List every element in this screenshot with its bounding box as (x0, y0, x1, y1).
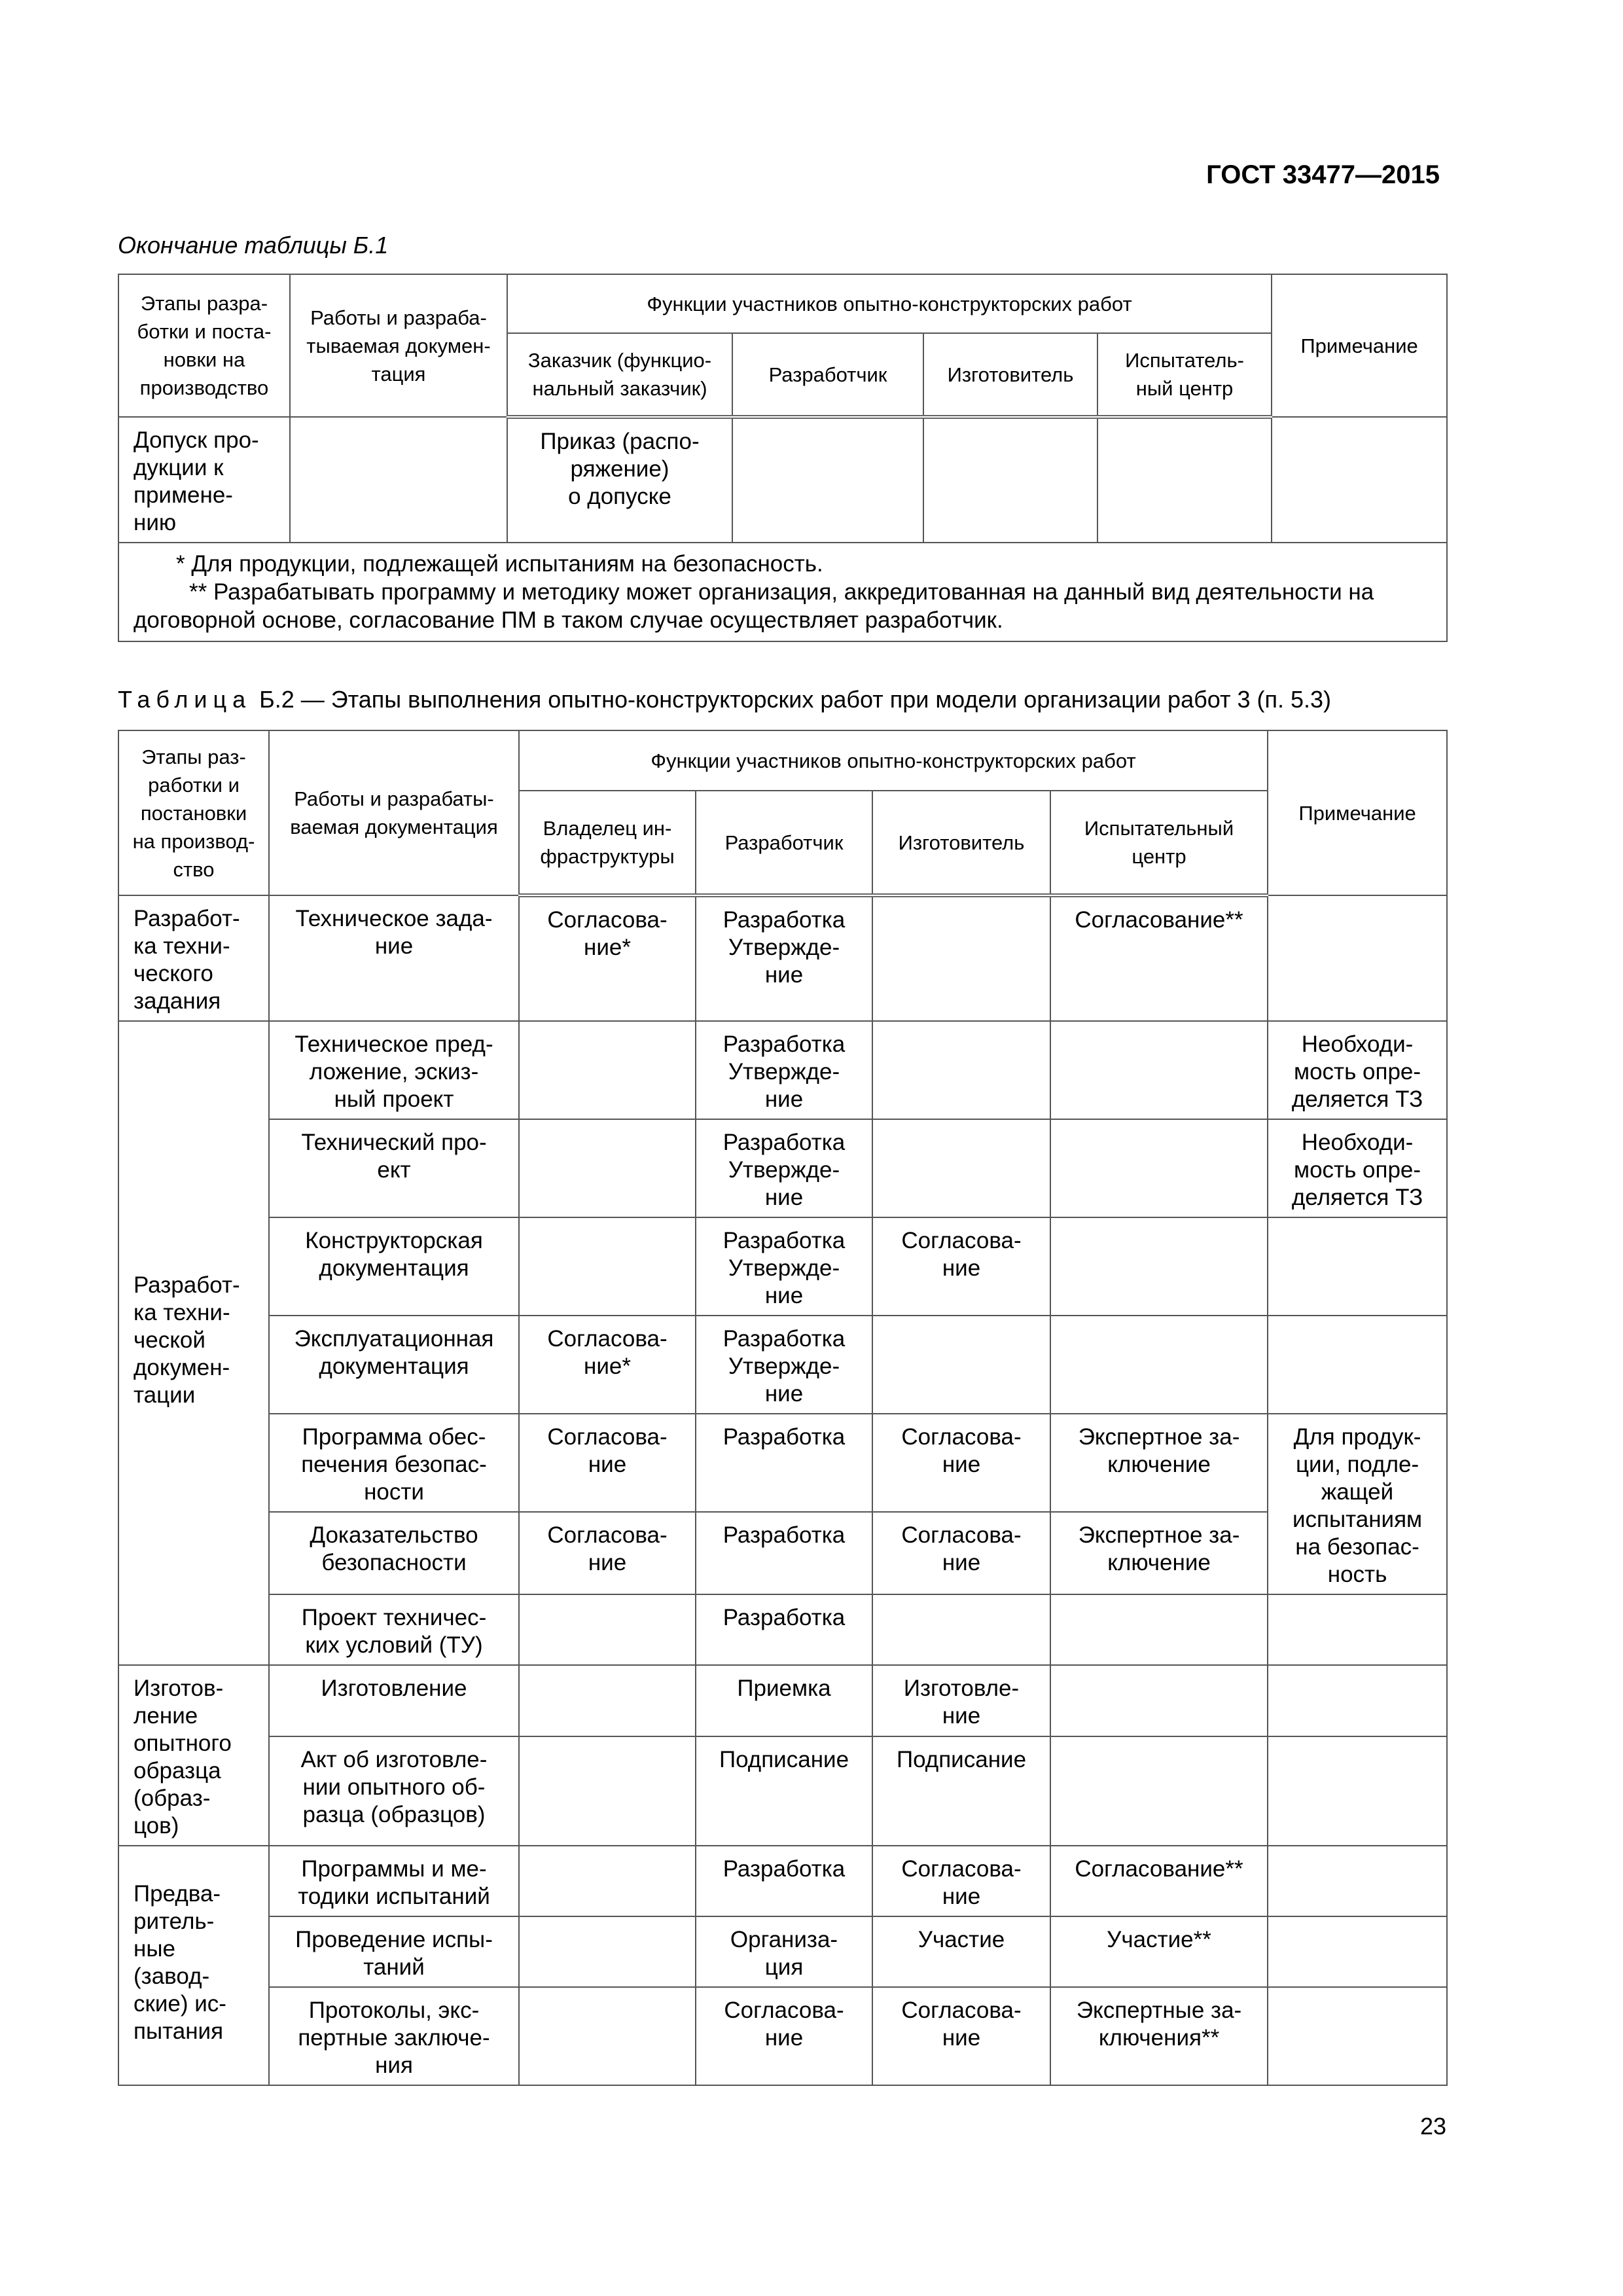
t2-manufacturer-cell (872, 895, 1050, 1021)
t2-developer-cell: Разработка (696, 1414, 872, 1512)
t2-developer-cell: Организа- ция (696, 1916, 872, 1987)
t2-header-manufacturer: Изготовитель (872, 791, 1050, 895)
t2-manufacturer-cell: Подписание (872, 1736, 1050, 1846)
t2-test-center-cell: Согласование** (1050, 1846, 1268, 1916)
t1-header-developer: Разработчик (732, 333, 923, 417)
t2-developer-cell: Подписание (696, 1736, 872, 1846)
t2-works-cell: Программа обес- печения безопас- ности (269, 1414, 519, 1512)
t2-test-center-cell (1050, 1665, 1268, 1736)
t2-note-cell (1268, 1594, 1447, 1665)
t2-owner-cell: Согласова- ние (519, 1414, 696, 1512)
t2-test-center-cell: Экспертные за- ключения** (1050, 1987, 1268, 2085)
t2-test-center-cell (1050, 1217, 1268, 1316)
t2-developer-cell: Приемка (696, 1665, 872, 1736)
t2-note-cell (1268, 1665, 1447, 1736)
t2-works-cell: Конструкторская документация (269, 1217, 519, 1316)
table-b2 (118, 730, 1448, 2086)
table-row (118, 1846, 1447, 1916)
table2-caption (118, 686, 1331, 713)
t2-manufacturer-cell: Согласова- ние (872, 1846, 1050, 1916)
t1-works-cell (290, 417, 507, 543)
t2-works-cell: Проект техничес- ких условий (ТУ) (269, 1594, 519, 1665)
table-row (118, 1414, 1447, 1512)
t2-note-cell (1268, 895, 1447, 1021)
t2-header-stages: Этапы раз- работки и постановки на производ- ство (118, 730, 269, 895)
t2-note-cell: Необходи- мость опре- деляется ТЗ (1268, 1021, 1447, 1119)
t2-owner-cell (519, 1665, 696, 1736)
t1-note-cell (1272, 417, 1447, 543)
t2-owner-cell: Согласова- ние (519, 1512, 696, 1594)
t2-stage-cell: Предва- ритель- ные (завод- ские) ис- пытания (118, 1846, 269, 2085)
t2-note-cell (1268, 1846, 1447, 1916)
t2-note-cell: Необходи- мость опре- деляется ТЗ (1268, 1119, 1447, 1217)
t2-header-functions: Функции участников опытно-конструкторских работ (519, 730, 1268, 791)
table-row (118, 1512, 1447, 1594)
t2-test-center-cell: Экспертное за- ключение (1050, 1512, 1268, 1594)
table-row (118, 1987, 1447, 2085)
t2-works-cell: Доказательство безопасности (269, 1512, 519, 1594)
t1-footnote-2: ** Разрабатывать программу и методику может организация, аккредитованная на данный вид деятельности на договорной основе, согласование ПМ в таком случае осуществляет разработчик. (134, 579, 1374, 633)
t1-header-manufacturer: Изготовитель (923, 333, 1097, 417)
t1-header-note: Примечание (1272, 274, 1447, 417)
t2-owner-cell (519, 1021, 696, 1119)
table-row (118, 1916, 1447, 1987)
t2-note-cell (1268, 1916, 1447, 1987)
t2-manufacturer-cell (872, 1021, 1050, 1119)
t2-manufacturer-cell: Участие (872, 1916, 1050, 1987)
t2-developer-cell: Разработка (696, 1846, 872, 1916)
t2-note-cell (1268, 1736, 1447, 1846)
t2-works-cell: Техническое зада- ние (269, 895, 519, 1021)
t2-owner-cell (519, 1594, 696, 1665)
table-row (118, 1316, 1447, 1414)
t2-owner-cell (519, 1987, 696, 2085)
t2-works-cell: Техническое пред- ложение, эскиз- ный проект (269, 1021, 519, 1119)
t2-test-center-cell: Участие** (1050, 1916, 1268, 1987)
t2-stage-cell: Разработ- ка техни- ческой докумен- тации (118, 1021, 269, 1665)
t2-header-note: Примечание (1268, 730, 1447, 895)
t2-manufacturer-cell (872, 1594, 1050, 1665)
t2-manufacturer-cell (872, 1119, 1050, 1217)
t1-customer-cell: Приказ (распо- ряжение) о допуске (507, 417, 732, 543)
t2-works-cell: Изготовление (269, 1665, 519, 1736)
t2-developer-cell: Разработка Утвержде- ние (696, 1119, 872, 1217)
t2-owner-cell (519, 1916, 696, 1987)
t2-developer-cell: Согласова- ние (696, 1987, 872, 2085)
table2-caption-label: Таблица (118, 686, 252, 713)
table1-caption: Окончание таблицы Б.1 (118, 232, 389, 259)
t2-header-test-center: Испытательный центр (1050, 791, 1268, 895)
t2-owner-cell: Согласова- ние* (519, 1316, 696, 1414)
t2-stage-cell: Изготов- ление опытного образца (образ- цов) (118, 1665, 269, 1846)
t1-header-works: Работы и разраба- тываемая докумен- тация (290, 274, 507, 417)
table-row (118, 1594, 1447, 1665)
table-row (118, 1119, 1447, 1217)
t2-test-center-cell: Экспертное за- ключение (1050, 1414, 1268, 1512)
t2-works-cell: Технический про- ект (269, 1119, 519, 1217)
t2-test-center-cell (1050, 1021, 1268, 1119)
table2-caption-text: Б.2 — Этапы выполнения опытно-конструкторских работ при модели организации работ 3 (п. 5.3) (259, 686, 1331, 713)
table-b1-end (118, 274, 1448, 642)
t2-manufacturer-cell: Согласова- ние (872, 1987, 1050, 2085)
table-row (118, 1665, 1447, 1736)
page-number: 23 (1419, 2113, 1446, 2140)
t2-works-cell: Акт об изготовле- нии опытного об- разца (образцов) (269, 1736, 519, 1846)
t2-stage-cell: Разработ- ка техни- ческого задания (118, 895, 269, 1021)
t1-header-test-center: Испытатель- ный центр (1097, 333, 1272, 417)
t2-test-center-cell (1050, 1594, 1268, 1665)
t2-test-center-cell (1050, 1316, 1268, 1414)
t1-footnotes (118, 543, 1447, 641)
t2-header-works: Работы и разрабаты- ваемая документация (269, 730, 519, 895)
t2-manufacturer-cell: Согласова- ние (872, 1512, 1050, 1594)
t2-works-cell: Эксплуатационная документация (269, 1316, 519, 1414)
t2-manufacturer-cell (872, 1316, 1050, 1414)
t2-manufacturer-cell: Изготовле- ние (872, 1665, 1050, 1736)
t2-note-cell-merged: Для продук- ции, подле- жащей испытаниям на безопас- ность (1268, 1414, 1447, 1594)
t2-test-center-cell: Согласование** (1050, 895, 1268, 1021)
t2-owner-cell (519, 1119, 696, 1217)
t1-stage-cell: Допуск про- дукции к примене- нию (118, 417, 290, 543)
t2-developer-cell: Разработка (696, 1512, 872, 1594)
t2-note-cell (1268, 1987, 1447, 2085)
t1-test-center-cell (1097, 417, 1272, 543)
t1-header-stages: Этапы разра- ботки и поста- новки на производство (118, 274, 290, 417)
t2-developer-cell: Разработка Утвержде- ние (696, 895, 872, 1021)
t1-developer-cell (732, 417, 923, 543)
t2-owner-cell (519, 1846, 696, 1916)
t2-developer-cell: Разработка (696, 1594, 872, 1665)
table-row (118, 895, 1447, 1021)
t2-test-center-cell (1050, 1736, 1268, 1846)
t2-developer-cell: Разработка Утвержде- ние (696, 1021, 872, 1119)
t2-header-owner: Владелец ин- фраструктуры (519, 791, 696, 895)
t2-works-cell: Проведение испы- таний (269, 1916, 519, 1987)
t1-manufacturer-cell (923, 417, 1097, 543)
t2-note-cell (1268, 1316, 1447, 1414)
table-row (118, 1217, 1447, 1316)
t2-works-cell: Программы и ме- тодики испытаний (269, 1846, 519, 1916)
t2-developer-cell: Разработка Утвержде- ние (696, 1316, 872, 1414)
standard-designation: ГОСТ 33477—2015 (1206, 160, 1440, 189)
t2-manufacturer-cell: Согласова- ние (872, 1217, 1050, 1316)
t1-header-customer: Заказчик (функцио- нальный заказчик) (507, 333, 732, 417)
t2-owner-cell (519, 1217, 696, 1316)
t2-owner-cell: Согласова- ние* (519, 895, 696, 1021)
table-row (118, 1736, 1447, 1846)
t2-works-cell: Протоколы, экс- пертные заключе- ния (269, 1987, 519, 2085)
t2-header-developer: Разработчик (696, 791, 872, 895)
t2-owner-cell (519, 1736, 696, 1846)
t1-footnote-1: * Для продукции, подлежащей испытаниям на безопасность. (176, 551, 823, 577)
t2-manufacturer-cell: Согласова- ние (872, 1414, 1050, 1512)
t2-test-center-cell (1050, 1119, 1268, 1217)
t1-header-functions: Функции участников опытно-конструкторских работ (507, 274, 1272, 333)
t2-note-cell (1268, 1217, 1447, 1316)
table-row (118, 1021, 1447, 1119)
t2-developer-cell: Разработка Утвержде- ние (696, 1217, 872, 1316)
